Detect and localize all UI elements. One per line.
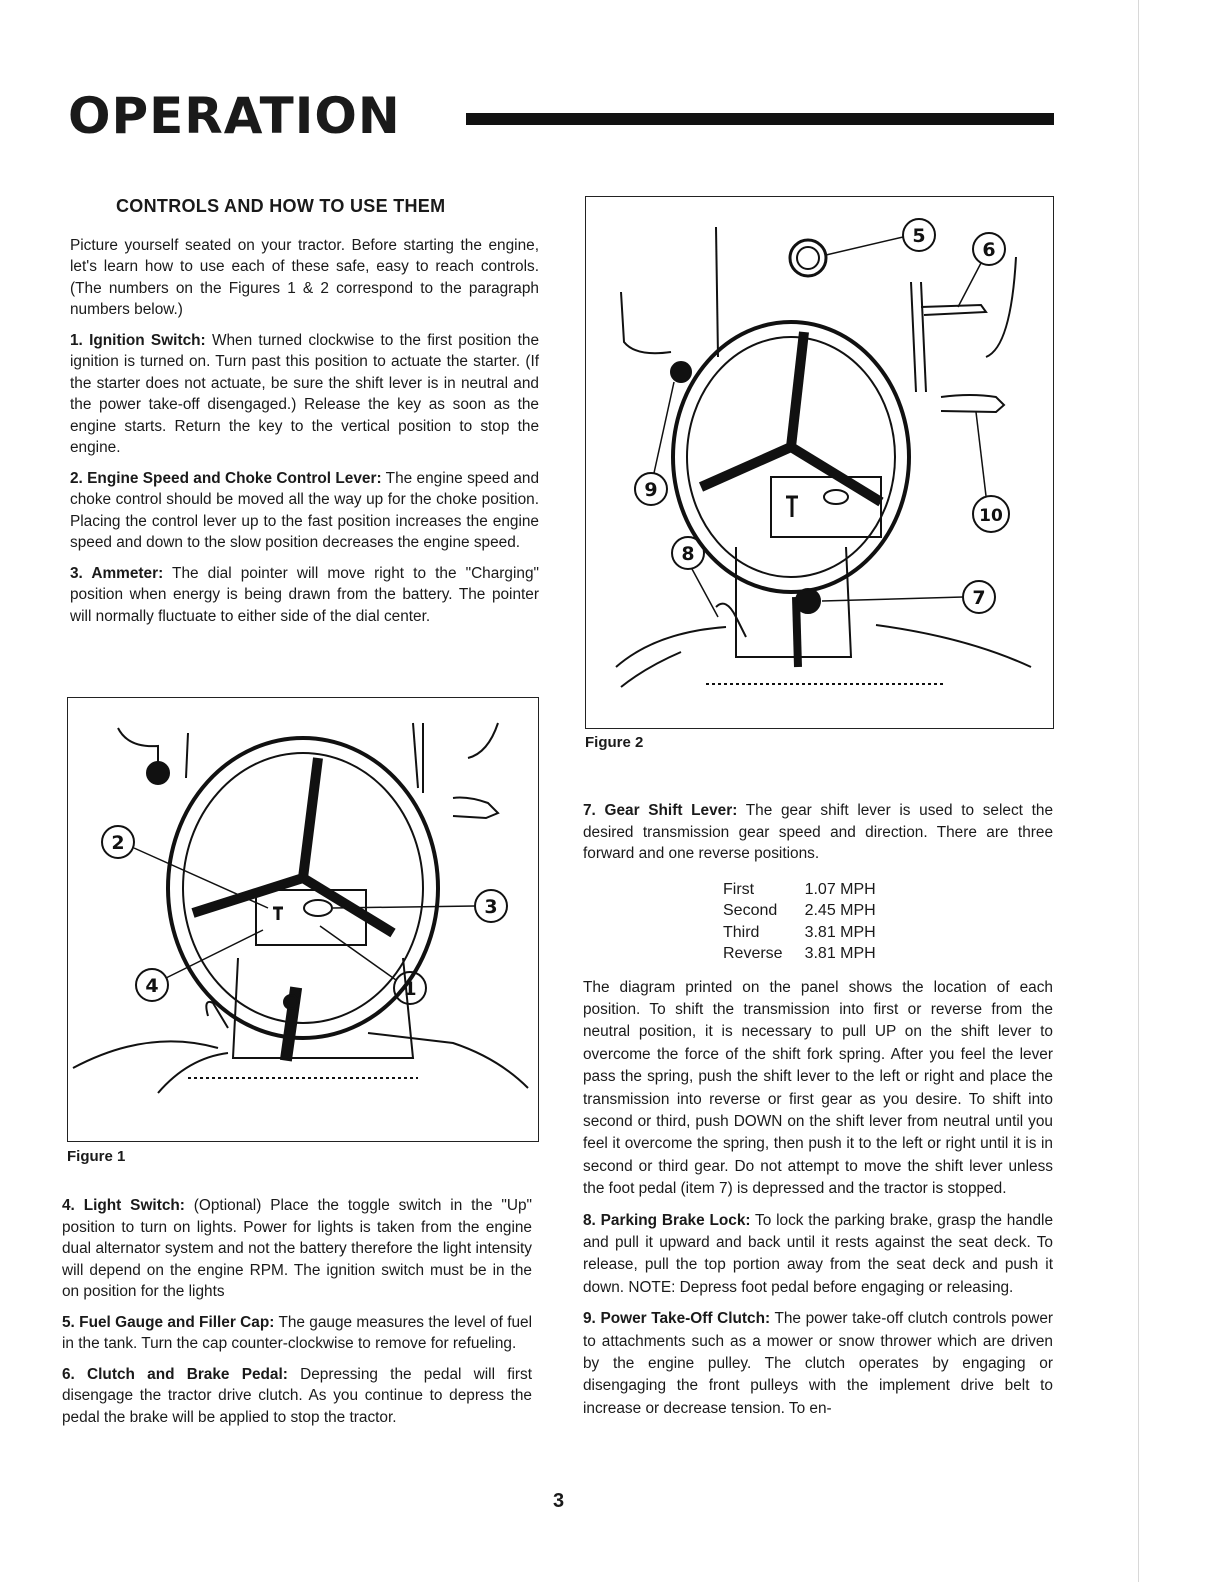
item-gear-shift: [583, 800, 1053, 865]
item-text: The engine speed and choke control should be moved all the way up for the choke position. Placing the control lever up to the fast position increases the engine speed and down to the slow position decreases the engine speed.: [70, 469, 540, 551]
item-parking-brake: [583, 1210, 1053, 1300]
callout-6: 6: [982, 239, 996, 261]
item-label: 7. Gear Shift Lever:: [583, 802, 738, 819]
item-label: 4. Light Switch:: [62, 1197, 185, 1214]
callout-4: 4: [145, 975, 159, 997]
title-rule: [466, 113, 1054, 125]
right-column: [583, 800, 1053, 1429]
item-text: The dial pointer will move right to the "Charging" position when energy is being drawn from the battery. The pointer will normally fluctuate to either side of the dial center.: [70, 564, 539, 625]
item-text: (Optional) Place the toggle switch in the "Up" position to turn on lights. Power for lights is taken from the engine dual alternator system and not the battery therefore the light intensity will depend on the engine RPM. The ignition switch must be in the on position for the lights: [62, 1197, 532, 1300]
gear-speed: 2.45 MPH: [804, 902, 876, 919]
page-title: OPERATION: [68, 87, 401, 145]
item-text: The gauge measures the level of fuel in the tank. Turn the cap counter-clockwise to remove for refueling.: [62, 1313, 533, 1352]
gear-speed: 3.81 MPH: [804, 923, 876, 941]
item-label: 2. Engine Speed and Choke Control Lever:: [70, 469, 382, 487]
item-engine-speed: [70, 468, 539, 554]
gear-speed: 3.81 MPH: [804, 945, 876, 962]
callout-7: 7: [972, 587, 986, 609]
item-clutch-brake: [62, 1364, 532, 1429]
item-ignition-switch: [70, 330, 539, 459]
figure-2: [585, 196, 1054, 729]
gear-speed: 1.07 MPH: [804, 880, 876, 898]
shift-paragraph: The diagram printed on the panel shows the location of each position. To shift the transmission into first or reverse from the neutral position, it is necessary to pull UP on the shift lever to overcome the force of the shift fork spring. After you feel the lever pass the spring, push the shift lever to the left or right and place the transmission into reverse or first gear as you desire. To shift into second or third, push DOWN on the shift lever from neutral until you feel it overcome the spring, then push it to the left or right until it is in second or third gear. Do not attempt to move the shift lever unless the foot pedal (item 7) is depressed and the tractor is stopped.: [583, 978, 1053, 1198]
item-label: 6. Clutch and Brake Pedal:: [62, 1365, 288, 1383]
figure-2-caption: Figure 2: [585, 734, 644, 751]
item-label: 8. Parking Brake Lock:: [583, 1211, 751, 1229]
item-label: 1. Ignition Switch:: [70, 331, 206, 349]
table-row: [723, 900, 898, 922]
figure-1: [67, 697, 539, 1142]
table-row: [723, 879, 898, 901]
callout-5: 5: [912, 225, 926, 247]
section-heading: CONTROLS AND HOW TO USE THEM: [116, 196, 446, 216]
item-label: 9. Power Take-Off Clutch:: [583, 1310, 771, 1328]
gear-name: First: [723, 880, 755, 898]
page-number: 3: [553, 1490, 565, 1512]
callout-1: 1: [403, 978, 417, 1000]
figure-2-drawing: [586, 197, 1053, 728]
item-pto-clutch: [583, 1308, 1053, 1420]
table-row: [723, 922, 898, 944]
gear-name: Reverse: [723, 945, 783, 962]
item-ammeter: [70, 563, 539, 628]
callout-9: 9: [644, 479, 658, 501]
callout-2: 2: [111, 832, 125, 854]
item-fuel-gauge: [62, 1312, 532, 1355]
item-light-switch: [62, 1195, 532, 1303]
item-text: The gear shift lever is used to select the desired transmission gear speed and direction. There are three forward and one reverse positions.: [583, 802, 1053, 862]
figure-1-drawing: [68, 698, 538, 1141]
item-text: The power take-off clutch controls power to attachments such as a mower or snow thrower which are driven by the engine pulley. The clutch operates by engaging or disengaging the front pulleys with the implement drive belt to increase or decrease tension. To en-: [583, 1310, 1053, 1417]
item-text: Depressing the pedal will first disengage the tractor drive clutch. As you continue to depress the pedal the brake will be applied to stop the tractor.: [62, 1365, 533, 1426]
page-edge-line: [1138, 0, 1139, 1582]
item-text: When turned clockwise to the first position the ignition is turned on. Turn past this position to actuate the starter. (If the starter does not actuate, be sure the shift lever is in neutral and the power take-off disengaged.) Release the key as soon as the engine starts. Return the key to the vertical position to stop the engine.: [70, 331, 540, 456]
table-row: [723, 943, 898, 965]
callout-10: 10: [979, 506, 1003, 526]
gear-name: Second: [723, 902, 778, 919]
gear-name: Third: [723, 923, 760, 941]
item-label: 3. Ammeter:: [70, 564, 164, 582]
intro-paragraph: Picture yourself seated on your tractor. Before starting the engine, let's learn how to use each of these safe, easy to reach controls. (The numbers on the Figures 1 & 2 correspond to the paragraph numbers below.): [70, 236, 539, 318]
callout-3: 3: [484, 896, 498, 918]
item-label: 5. Fuel Gauge and Filler Cap:: [62, 1313, 275, 1331]
gear-speed-table: [723, 879, 898, 965]
left-column-top: [70, 196, 539, 636]
item-text: To lock the parking brake, grasp the handle and pull it upward and back until it rests against the seat deck. To release, pull the top portion away from the seat deck and push it down. NOTE: Depress foot pedal before engaging or releasing.: [583, 1211, 1054, 1296]
left-column-bottom: [62, 1195, 532, 1437]
callout-8: 8: [681, 543, 695, 565]
figure-1-caption: Figure 1: [67, 1148, 126, 1165]
